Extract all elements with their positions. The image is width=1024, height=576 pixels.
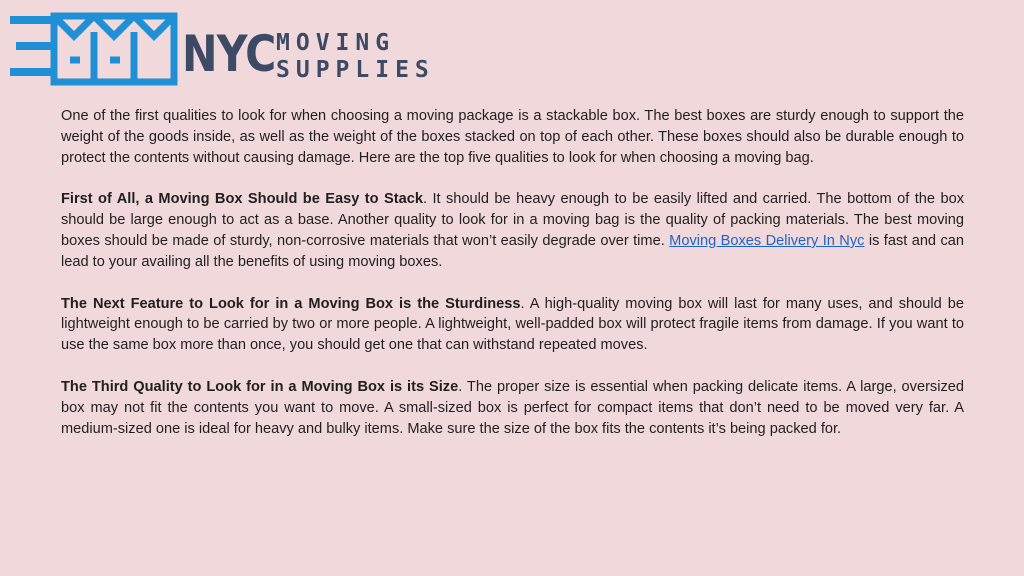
- paragraph-stackable-tail: is fast and can lead to your availing all the benefits of using moving boxes.: [61, 232, 964, 270]
- heading-stackable: First of All, a Moving Box Should be Easy to Stack: [61, 191, 423, 208]
- heading-size: The Third Quality to Look for in a Moving Box is its Size: [61, 378, 459, 395]
- paragraph-size: [61, 377, 964, 439]
- heading-sturdiness: The Next Feature to Look for in a Moving Box is the Sturdiness: [61, 295, 521, 312]
- moving-boxes-delivery-link[interactable]: Moving Boxes Delivery In Nyc: [669, 232, 865, 249]
- paragraph-sturdiness-text: . A high-quality moving box will last for many uses, and should be lightweight enough to be carried by two or more people. A lightweight, well-padded box will protect fragile items from damage. If you want to use the same box more than once, you should get one that can withstand repeated moves.: [61, 295, 964, 354]
- paragraph-sturdiness: [61, 294, 964, 356]
- logo-moving-text: MOVING: [276, 30, 396, 56]
- paragraph-stackable: [61, 189, 964, 272]
- paragraph-size-text: . The proper size is essential when packing delicate items. A large, oversized box may not fit the contents you want to move. A small-sized box is perfect for compact items that don’t need to be moved very far. A medium-sized one is ideal for heavy and bulky items. Make sure the size of the box fits the contents it’s being packed for.: [61, 378, 965, 437]
- nyc-moving-supplies-logo[interactable]: [10, 6, 435, 90]
- paragraph-intro-text: One of the first qualities to look for when choosing a moving package is a stackable box. The best boxes are sturdy enough to support the weight of the goods inside, as well as the weight of the boxes stacked on top of each other. These boxes should also be durable enough to protect the contents without causing damage. Here are the top five qualities to look for when choosing a moving bag.: [61, 108, 964, 166]
- paragraph-stackable-text: . It should be heavy enough to be easily lifted and carried. The bottom of the box should be large enough to act as a base. Another quality to look for in a moving bag is the quality of packing materials. The best moving boxes should be made of sturdy, non-corrosive materials that won’t easily degrade over time.: [61, 191, 964, 249]
- logo-nyc-text: NYC: [182, 25, 276, 83]
- stacked-boxes-truck-icon: [10, 6, 180, 90]
- paragraph-intro: [61, 106, 964, 168]
- logo-supplies-text: SUPPLIES: [276, 57, 435, 83]
- article-body: [61, 106, 964, 460]
